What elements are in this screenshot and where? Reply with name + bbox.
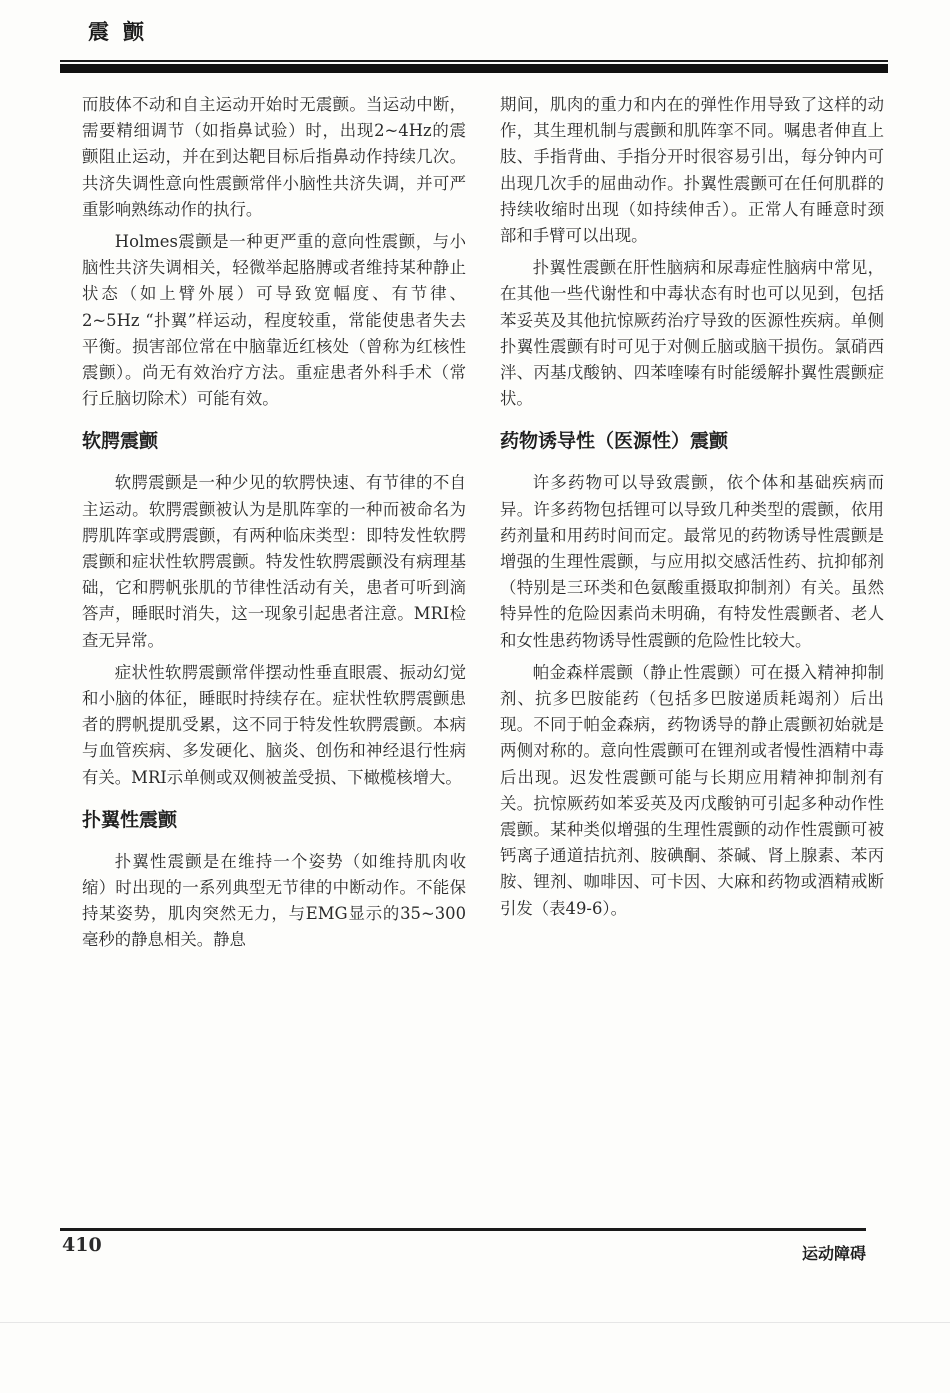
left-column [82, 92, 466, 960]
paragraph: 软腭震颤是一种少见的软腭快速、有节律的不自主运动。软腭震颤被认为是肌阵挛的一种而被命名为腭肌阵挛或腭震颤，有两种临床类型：即特发性软腭震颤和症状性软腭震颤。特发性软腭震颤没有病理基础，它和腭帆张肌的节律性活动有关，患者可听到滴答声，睡眠时消失，这一现象引起患者注意。MRI检查无异常。 [82, 473, 466, 650]
chapter-title: 震颤 [88, 20, 158, 44]
header-rule-thin [60, 60, 888, 62]
paragraph: 扑翼性震颤是在维持一个姿势（如维持肌肉收缩）时出现的一系列典型无节律的中断动作。不能保持某姿势，肌肉突然无力，与EMG显示的35~300毫秒的静息相关。静息 [82, 851, 466, 950]
section-heading-drug-induced-tremor: 药物诱导性（医源性）震颤 [500, 430, 729, 453]
scan-edge-line [0, 1322, 950, 1323]
header-rule-thick [60, 64, 888, 73]
paragraph: 期间，肌肉的重力和内在的弹性作用导致了这样的动作，其生理机制与震颤和肌阵挛不同。嘱患者伸直上肢、手指背曲、手指分开时很容易引出，每分钟内可出现几次手的屈曲动作。扑翼性震颤可在任何肌群的持续收缩时出现（如持续伸舌）。正常人有睡意时颈部和手臂可以出现。 [500, 95, 884, 246]
paragraph: 许多药物可以导致震颤，依个体和基础疾病而异。许多药物包括锂可以导致几种类型的震颤，依用药剂量和用药时间而定。最常见的药物诱导性震颤是增强的生理性震颤，与应用拟交感活性药、抗抑郁剂（特别是三环类和色氨酸重摄取抑制剂）有关。虽然特异性的危险因素尚未明确，有特发性震颤者、老人和女性患药物诱导性震颤的危险性比较大。 [500, 473, 884, 650]
paragraph: 症状性软腭震颤常伴摆动性垂直眼震、振动幻觉和小脑的体征，睡眠时持续存在。症状性软腭震颤患者的腭帆提肌受累，这不同于特发性软腭震颤。本病与血管疾病、多发硬化、脑炎、创伤和神经退行性病有关。MRI示单侧或双侧被盖受损、下橄榄核增大。 [82, 662, 466, 787]
paragraph: 帕金森样震颤（静止性震颤）可在摄入精神抑制剂、抗多巴胺能药（包括多巴胺递质耗竭剂）后出现。不同于帕金森病，药物诱导的静止震颤初始就是两侧对称的。意向性震颤可在锂剂或者慢性酒精中毒后出现。迟发性震颤可能与长期应用精神抑制剂有关。抗惊厥药如苯妥英及丙戊酸钠可引起多种动作性震颤。某种类似增强的生理性震颤的动作性震颤可被钙离子通道拮抗剂、胺碘酮、茶碱、肾上腺素、苯丙胺、锂剂、咖啡因、可卡因、大麻和药物或酒精戒断引发（表49-6）。 [500, 662, 884, 918]
footer-rule [60, 1228, 866, 1231]
paragraph: 而肢体不动和自主运动开始时无震颤。当运动中断，需要精细调节（如指鼻试验）时，出现2~4Hz的震颤阻止运动，并在到达靶目标后指鼻动作持续几次。共济失调性意向性震颤常伴小脑性共济失调，并可严重影响熟练动作的执行。 [82, 95, 466, 219]
right-column [500, 92, 884, 928]
running-footer-title: 运动障碍 [801, 1244, 866, 1263]
section-heading-palatal-tremor: 软腭震颤 [82, 430, 159, 453]
paragraph: Holmes震颤是一种更严重的意向性震颤，与小脑性共济失调相关，轻微举起胳膊或者维持某种静止状态（如上臂外展）可导致宽幅度、有节律、2~5Hz “扑翼”样运动，程度较重，常能使患者失去平衡。损害部位常在中脑靠近红核处（曾称为红核性震颤）。尚无有效治疗方法。重症患者外科手术（常行丘脑切除术）可能有效。 [82, 232, 466, 409]
paragraph: 扑翼性震颤在肝性脑病和尿毒症性脑病中常见，在其他一些代谢性和中毒状态有时也可以见到，包括苯妥英及其他抗惊厥药治疗导致的医源性疾病。单侧扑翼性震颤有时可见于对侧丘脑或脑干损伤。氯硝西泮、丙基戊酸钠、四苯喹嗪有时能缓解扑翼性震颤症状。 [500, 258, 884, 409]
page-number: 410 [62, 1234, 102, 1256]
section-heading-asterixis: 扑翼性震颤 [82, 808, 178, 831]
